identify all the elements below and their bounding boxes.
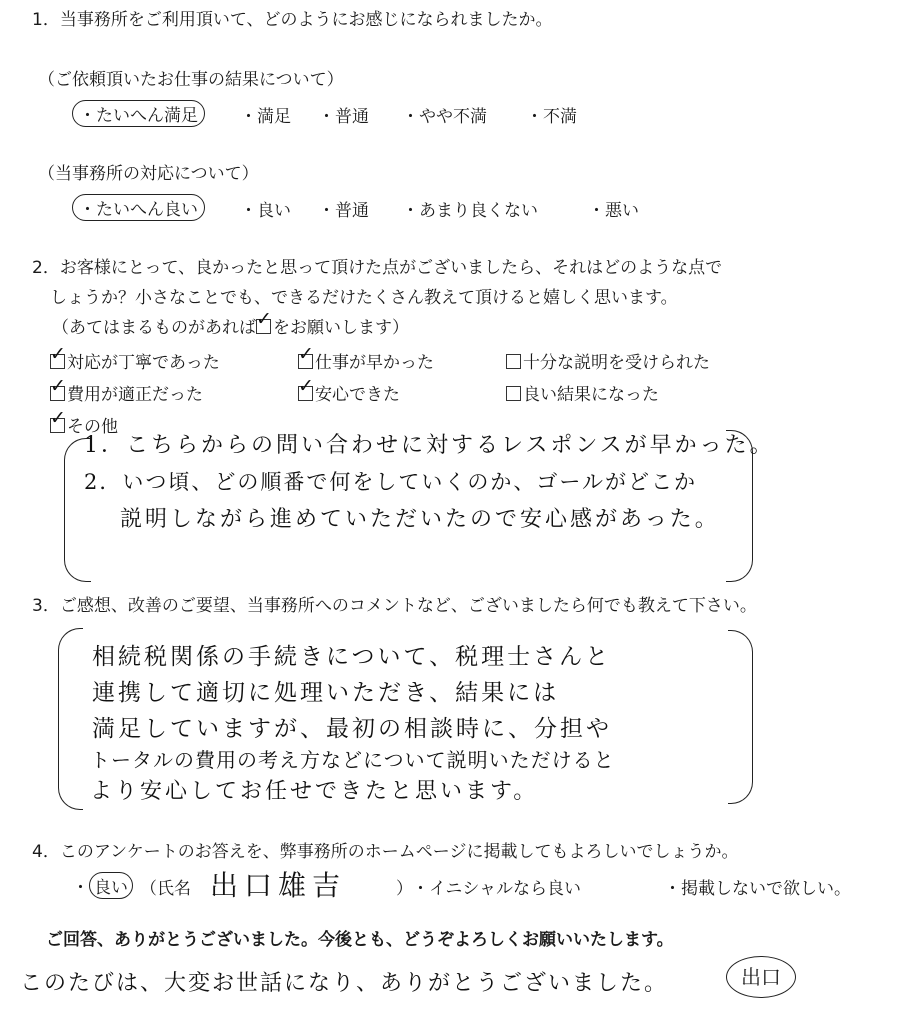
q1-g1-option-2: ・満足 <box>240 107 291 127</box>
checkbox-item[interactable]: ✓対応が丁寧であった <box>50 348 220 373</box>
bracket-left <box>58 628 83 810</box>
q2-question-line1: 2．お客様にとって、良かったと思って頂けた点がございましたら、それはどのような点で <box>32 258 723 278</box>
checkbox-item[interactable]: ✓ 仕事が早かった <box>298 348 434 373</box>
q1-g1-option-4: ・やや不満 <box>402 107 487 127</box>
q4-name-label: （氏名 <box>140 879 191 899</box>
q4-option-initial: ・イニシャルなら良い <box>412 879 581 899</box>
checkbox-icon <box>298 354 313 369</box>
q3-question: 3．ご感想、改善のご要望、当事務所へのコメントなど、ございましたら何でも教えて下さい。 <box>32 596 757 616</box>
instruction-checkbox-icon <box>256 319 271 334</box>
q4-option-good: ・ 良い <box>72 872 133 899</box>
q2-handwritten-line1: 1．こちらからの問い合わせに対するレスポンスが早かった。 <box>84 433 775 458</box>
q3-handwritten-line5: より安心してお任せできたと思います。 <box>90 779 539 804</box>
q4-name-value: 出口雄吉 <box>210 869 347 902</box>
checkbox-icon <box>50 354 65 369</box>
q2-handwritten-line3: 説明しながら進めていただいたので安心感があった。 <box>120 507 720 532</box>
q1-group1-heading: （ご依頼頂いたお仕事の結果について） <box>38 70 344 90</box>
closing-message: ご回答、ありがとうございました。今後とも、どうぞよろしくお願いいたします。 <box>46 930 674 950</box>
checkbox-icon <box>298 386 313 401</box>
q4-name-close: ） <box>396 879 413 899</box>
checkbox-item[interactable]: ✓費用が適正だった <box>50 380 203 405</box>
q1-question: 1．当事務所をご利用頂いて、どのようにお感じになられましたか。 <box>32 10 553 30</box>
signature-stamp: 出口 <box>726 956 796 998</box>
bracket-right <box>728 630 753 804</box>
handwritten-thanks: このたびは、大変お世話になり、ありがとうございました。 <box>20 971 669 996</box>
q3-handwritten-line2: 連携して適切に処理いただき、結果には <box>92 680 560 706</box>
q4-option-no: ・掲載しないで欲しい。 <box>664 879 851 899</box>
q1-g2-option-5: ・悪い <box>588 201 639 221</box>
q3-handwritten-line4: トータルの費用の考え方などについて説明いただけると <box>90 748 615 772</box>
q3-handwritten-line1: 相続税関係の手続きについて、税理士さんと <box>92 644 612 670</box>
checkbox-item[interactable]: 良い結果になった <box>506 380 659 405</box>
q1-group2-heading: （当事務所の対応について） <box>38 164 259 184</box>
q4-question: 4．このアンケートのお答えを、弊事務所のホームページに掲載してもよろしいでしょうか。 <box>32 842 739 862</box>
bracket-left <box>64 438 91 582</box>
q1-g1-option-5: ・不満 <box>526 107 577 127</box>
checkbox-icon <box>506 354 521 369</box>
q3-handwritten-line3: 満足していますが、最初の相談時に、分担や <box>92 716 612 742</box>
checkbox-item[interactable]: ✓その他 <box>50 412 118 437</box>
q1-g2-option-2: ・良い <box>240 201 291 221</box>
q2-handwritten-line2: 2．いつ頃、どの順番で何をしていくのか、ゴールがどこか <box>84 470 697 494</box>
q1-g1-option-1: ・たいへん満足 <box>72 100 205 127</box>
q2-question-line2: しょうか？小さなことでも、できるだけたくさん教えて頂けると嬉しく思います。 <box>50 288 678 308</box>
checkbox-icon <box>506 386 521 401</box>
checkbox-icon <box>50 418 65 433</box>
q2-instruction: （あてはまるものがあれば✓ をお願いします） <box>52 318 409 338</box>
q1-g2-option-4: ・あまり良くない <box>402 201 538 221</box>
q1-g2-option-3: ・普通 <box>318 201 369 221</box>
q1-g1-option-3: ・普通 <box>318 107 369 127</box>
checkbox-item[interactable]: 十分な説明を受けられた <box>506 348 710 373</box>
checkbox-item[interactable]: ✓ 安心できた <box>298 380 400 405</box>
checkbox-icon <box>50 386 65 401</box>
q1-g2-option-1: ・たいへん良い <box>72 194 205 221</box>
